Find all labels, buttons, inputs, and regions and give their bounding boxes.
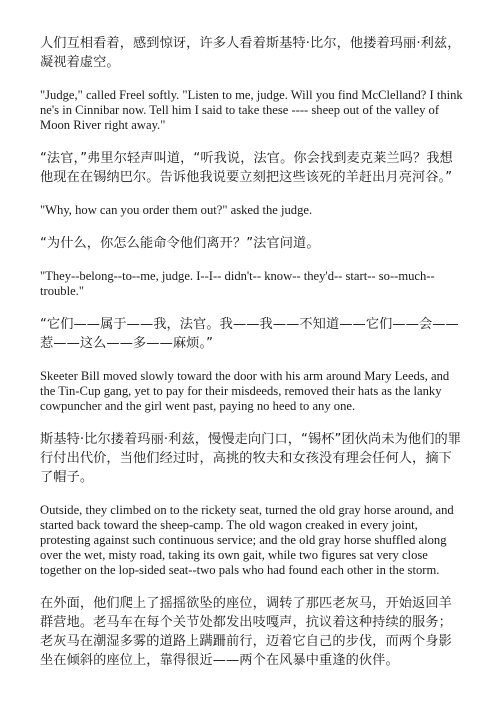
paragraph-en-4: Skeeter Bill moved slowly toward the door with his arm around Mary Leeds, and the Tin-Cup gang, yet to pay for their misdeeds, removed their hats as the lanky cowpuncher and the girl went past, paying no heed to any one. bbox=[40, 369, 450, 413]
paragraph-zh-6: 在外面，他们爬上了摇摇欲坠的座位，调转了那匹老灰马，开始返回羊群营地。老马车在每个关节处都发出吱嘎声，抗议着这种持续的服务；老灰马在潮湿多雾的道路上蹒跚前行，迈着它自己的步伐，而两个身影坐在倾斜的座位上，靠得很近——两个在风暴中重逢的伙伴。 bbox=[40, 596, 452, 668]
paragraph-zh-3: “为什么，你怎么能命令他们离开？”法官问道。 bbox=[40, 236, 320, 251]
paragraph-en-3: "They--belong--to--me, judge. I--I-- didn't-- know-- they'd-- start-- so--much-- trouble." bbox=[40, 269, 435, 298]
paragraph-en-5: Outside, they climbed on to the rickety seat, turned the old gray horse around, and started back toward the sheep-camp. The old wagon creaked in every joint, protesting against such continuous service; and the old gray horse shuffled along over the wet, misty road, taking its own gait, while two figures sat very close together on the lop-sided seat--two pals who had found each other in the storm. bbox=[40, 503, 454, 577]
paragraph-en-2: "Why, how can you order them out?" asked the judge. bbox=[40, 203, 313, 217]
paragraph-en-1: "Judge," called Freel softly. "Listen to me, judge. Will you find McClelland? I think ne's in Cinnibar now. Tell him I said to take these ---- sheep out of the valley of Moon River right away." bbox=[40, 88, 463, 132]
paragraph-zh-4: “它们——属于——我，法官。我——我——不知道——它们——会——惹——这么——多——麻烦。” bbox=[40, 317, 459, 351]
document-page bbox=[40, 34, 465, 670]
paragraph-zh-1: 人们互相看着，感到惊讶，许多人看着斯基特·比尔，他搂着玛丽·利兹，凝视着虚空。 bbox=[40, 36, 461, 70]
paragraph-zh-5: 斯基特·比尔搂着玛丽·利兹，慢慢走向门口，“锡杯”团伙尚未为他们的罪行付出代价，当他们经过时，高挑的牧夫和女孩没有理会任何人，摘下了帽子。 bbox=[40, 432, 462, 485]
paragraph-zh-2: “法官，”弗里尔轻声叫道，“听我说，法官。你会找到麦克莱兰吗？我想他现在在锡纳巴尔。告诉他我说要立刻把这些该死的羊赶出月亮河谷。” bbox=[40, 151, 453, 185]
